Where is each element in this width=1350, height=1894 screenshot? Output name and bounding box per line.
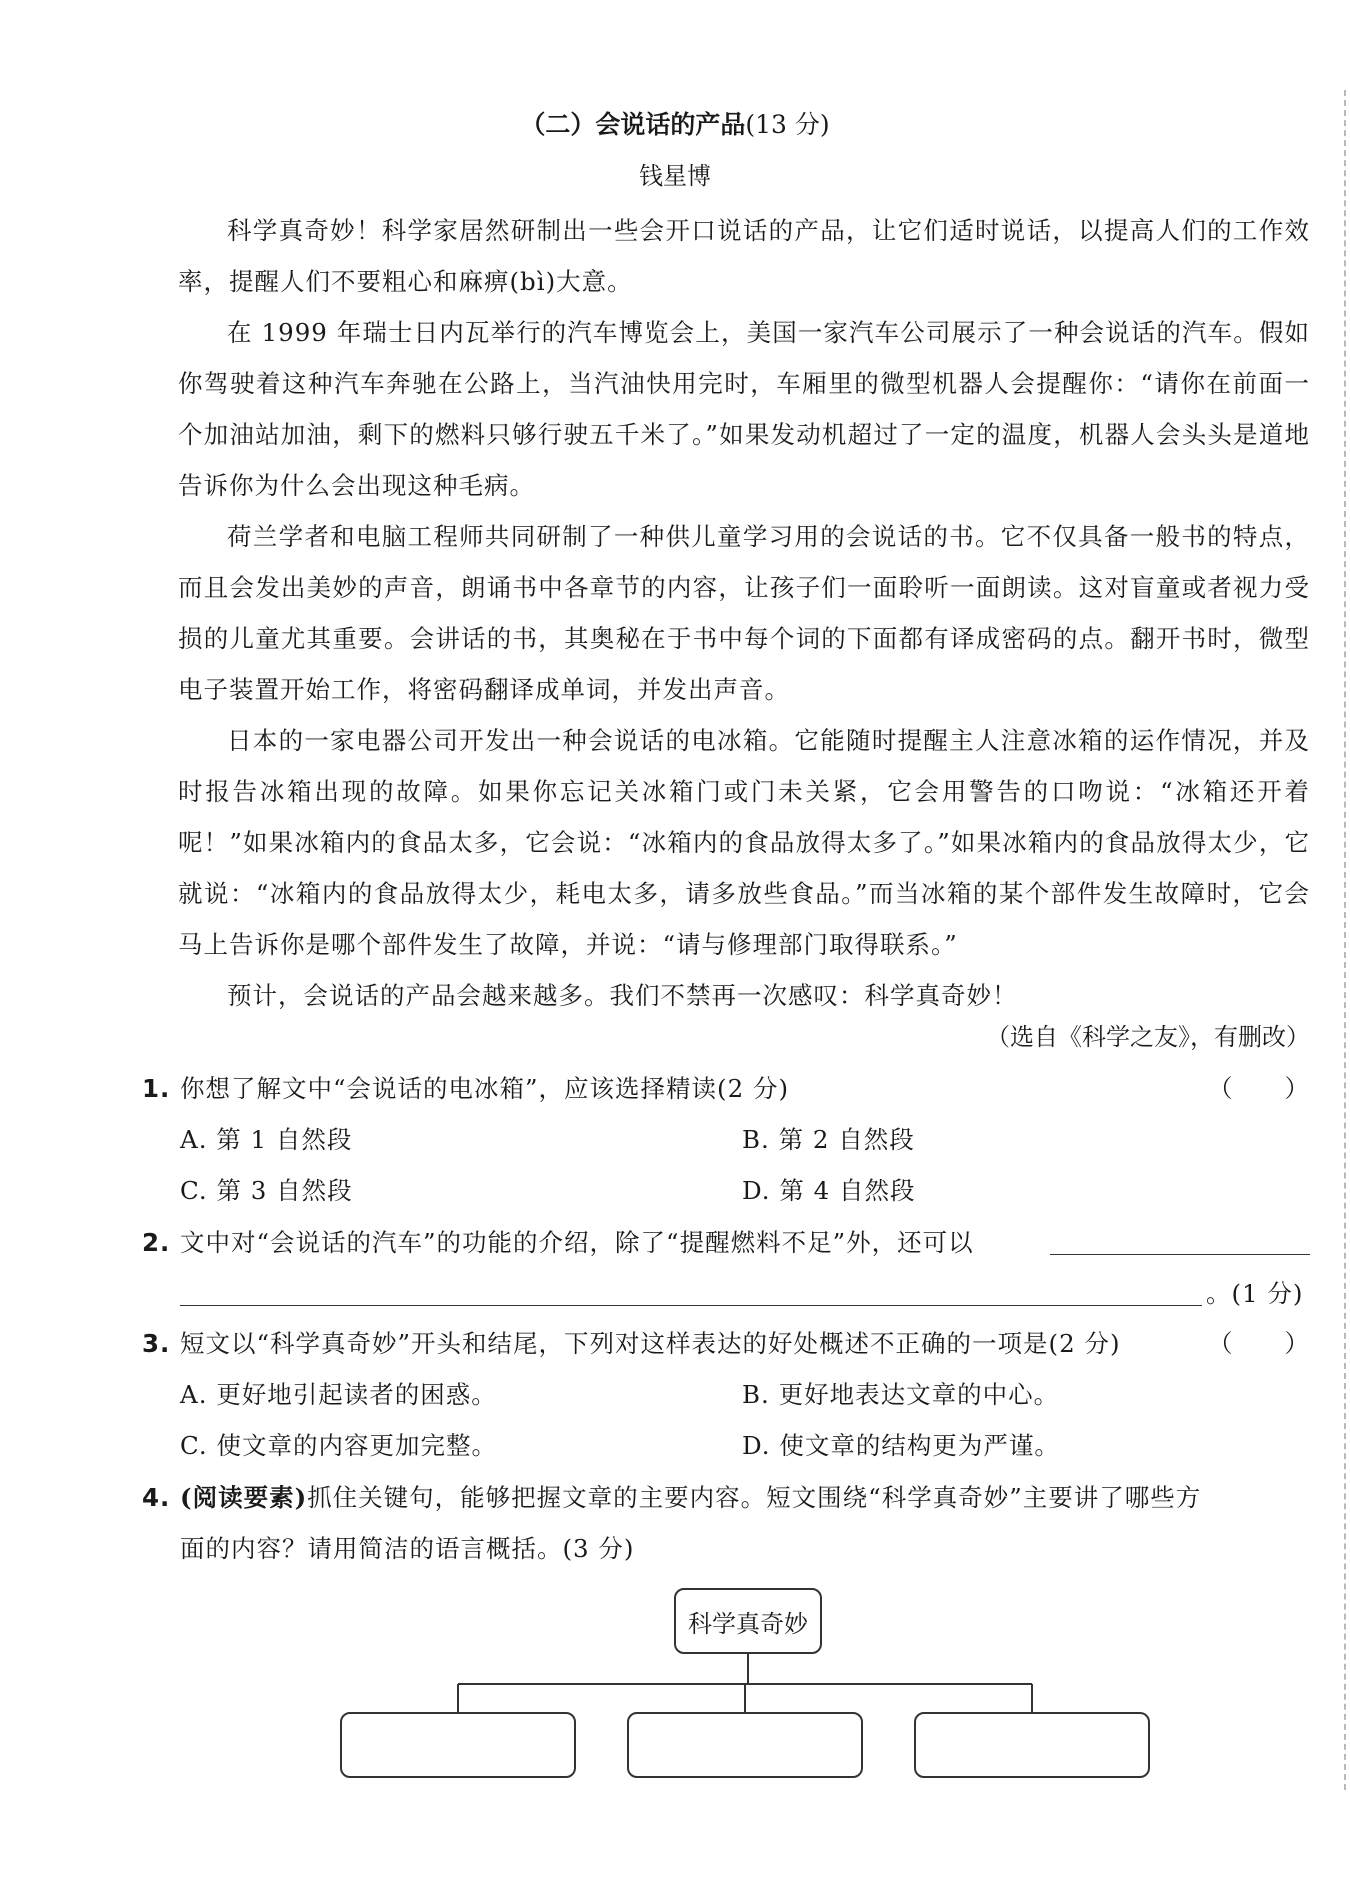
question-3-answer-paren[interactable]: （ ） <box>1208 1329 1310 1358</box>
question-2-text: 文中对“会说话的汽车”的功能的介绍，除了“提醒燃料不足”外，还可以 <box>180 1228 974 1257</box>
section-score: (13 分) <box>745 110 830 139</box>
question-3-option-a[interactable]: A. 更好地引起读者的困惑。 <box>180 1380 497 1409</box>
paragraph-1: 科学真奇妙！科学家居然研制出一些会开口说话的产品，让它们适时说话，以提高人们的工作效率，提醒人们不要粗心和麻痹(bì)大意。 <box>178 216 1310 296</box>
section-title <box>0 105 1350 141</box>
question-3-text: 短文以“科学真奇妙”开头和结尾，下列对这样表达的好处概述不正确的一项是(2 分) <box>180 1329 1121 1358</box>
paragraph-3: 荷兰学者和电脑工程师共同研制了一种供儿童学习用的会说话的书。它不仅具备一般书的特点，而且会发出美妙的声音，朗诵书中各章节的内容，让孩子们一面聆听一面朗读。这对盲童或者视力受损的儿童尤其重要。会讲话的书，其奥秘在于书中每个词的下面都有译成密码的点。翻开书时，微型电子装置开始工作，将密码翻译成单词，并发出声音。 <box>178 522 1310 704</box>
question-1-number: 1. <box>142 1074 171 1103</box>
question-3-option-b[interactable]: B. 更好地表达文章的中心。 <box>742 1380 1060 1409</box>
question-4-text-line-2: 面的内容？请用简洁的语言概括。(3 分) <box>180 1534 635 1563</box>
question-1-option-a[interactable]: A. 第 1 自然段 <box>180 1125 353 1154</box>
question-3-option-c[interactable]: C. 使文章的内容更加完整。 <box>180 1431 497 1460</box>
question-4-line-2 <box>180 1523 1310 1574</box>
question-4-text-line-1: 抓住关键句，能够把握文章的主要内容。短文围绕“科学真奇妙”主要讲了哪些方 <box>307 1483 1202 1512</box>
article-body <box>178 205 1310 1021</box>
diagram-answer-box-1[interactable] <box>340 1712 576 1778</box>
question-1 <box>142 1063 1310 1114</box>
question-2-number: 2. <box>142 1228 171 1257</box>
page-edge-dashes <box>1344 90 1346 1790</box>
paragraph-4: 日本的一家电器公司开发出一种会说话的电冰箱。它能随时提醒主人注意冰箱的运作情况，并及时报告冰箱出现的故障。如果你忘记关冰箱门或门未关紧，它会用警告的口吻说：“冰箱还开着呢！”如果冰箱内的食品太多，它会说：“冰箱内的食品放得太多了。”如果冰箱内的食品放得太少，它就说：“冰箱内的食品放得太少，耗电太多，请多放些食品。”而当冰箱的某个部件发生故障时，它会马上告诉你是哪个部件发生了故障，并说：“请与修理部门取得联系。” <box>178 726 1310 959</box>
diagram-answer-box-3[interactable] <box>914 1712 1150 1778</box>
diagram-root-box: 科学真奇妙 <box>674 1588 822 1654</box>
author-name: 钱星博 <box>639 162 711 190</box>
question-2-answer-line-2[interactable] <box>180 1305 1202 1306</box>
question-4 <box>142 1472 1310 1523</box>
diagram-answer-box-2[interactable] <box>627 1712 863 1778</box>
question-1-text: 你想了解文中“会说话的电冰箱”，应该选择精读(2 分) <box>180 1074 790 1103</box>
question-1-answer-paren[interactable]: （ ） <box>1208 1074 1310 1103</box>
question-3-option-d[interactable]: D. 使文章的结构更为严谨。 <box>742 1431 1060 1460</box>
question-1-option-b[interactable]: B. 第 2 自然段 <box>742 1125 915 1154</box>
paragraph-5: 预计，会说话的产品会越来越多。我们不禁再一次感叹：科学真奇妙！ <box>227 981 1018 1010</box>
question-1-option-d[interactable]: D. 第 4 自然段 <box>742 1176 916 1205</box>
question-3 <box>142 1318 1310 1369</box>
article-source: （选自《科学之友》，有删改） <box>986 1023 1310 1051</box>
question-3-number: 3. <box>142 1329 171 1358</box>
question-1-option-c[interactable]: C. 第 3 自然段 <box>180 1176 353 1205</box>
section-title-text: （二）会说话的产品 <box>520 110 746 139</box>
question-2-answer-line-1[interactable] <box>1050 1254 1310 1255</box>
paragraph-2: 在 1999 年瑞士日内瓦举行的汽车博览会上，美国一家汽车公司展示了一种会说话的汽车。假如你驾驶着这种汽车奔驰在公路上，当汽油快用完时，车厢里的微型机器人会提醒你：“请你在前面一个加油站加油，剩下的燃料只够行驶五千米了。”如果发动机超过了一定的温度，机器人会头头是道地告诉你为什么会出现这种毛病。 <box>178 318 1310 500</box>
question-4-tag: (阅读要素) <box>180 1483 308 1512</box>
question-2 <box>142 1217 1310 1268</box>
question-2-tail: 。(1 分) <box>1206 1279 1304 1308</box>
question-4-number: 4. <box>142 1483 171 1512</box>
